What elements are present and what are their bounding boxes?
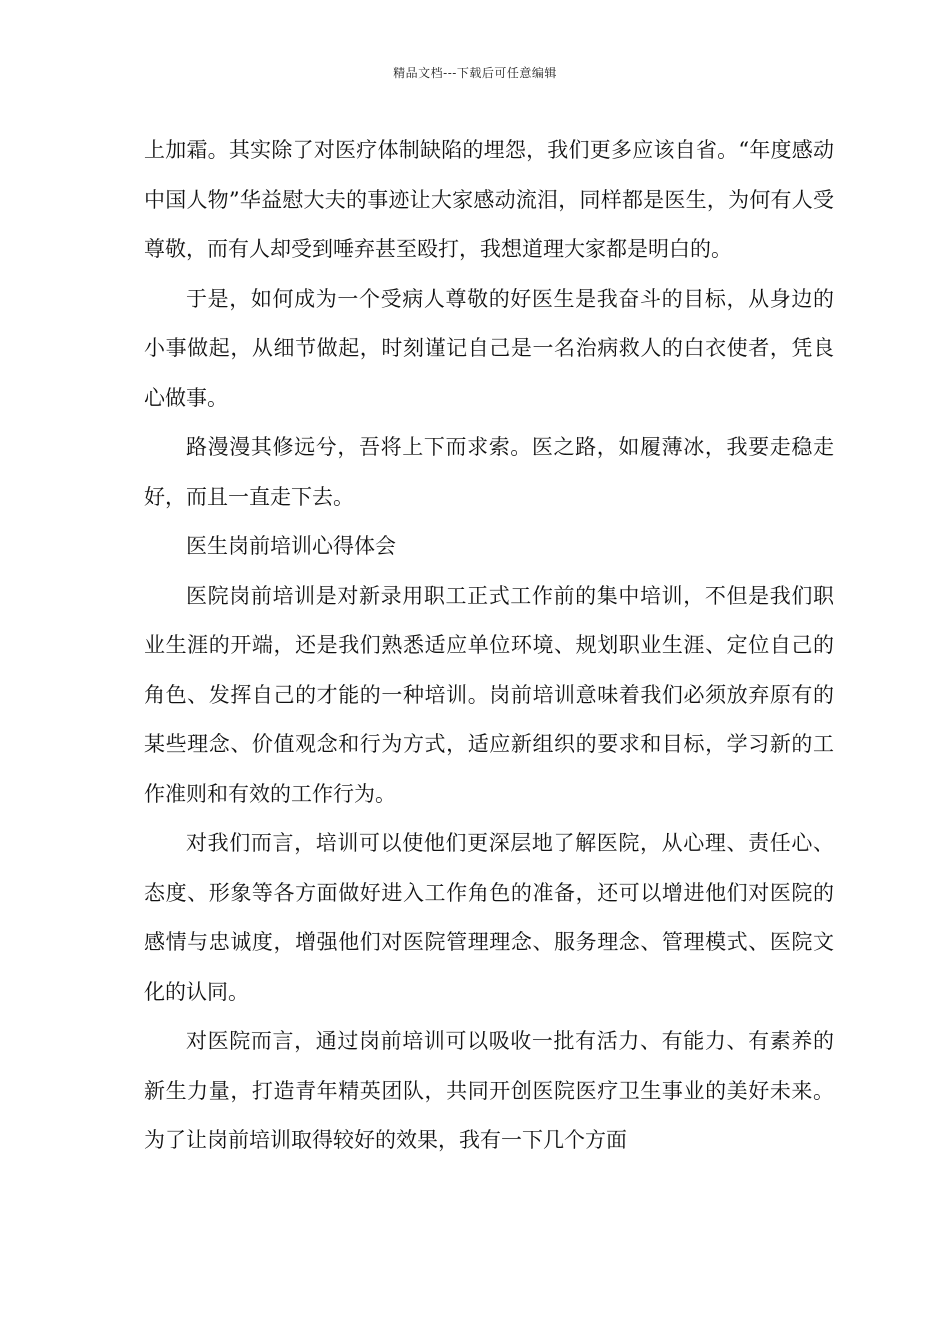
document-body [144, 126, 834, 1166]
paragraph: 医院岗前培训是对新录用职工正式工作前的集中培训，不但是我们职业生涯的开端，还是我们熟悉适应单位环境、规划职业生涯、定位自己的角色、发挥自己的才能的一种培训。岗前培训意味着我们必须放弃原有的某些理念、价值观念和行为方式，适应新组织的要求和目标，学习新的工作准则和有效的工作行为。 [144, 583, 834, 806]
page-header: 精品文档---下载后可任意编辑 [393, 66, 557, 80]
paragraph-continuation: 上加霜。其实除了对医疗体制缺陷的埋怨，我们更多应该自省。“年度感动中国人物”华益慰大夫的事迹让大家感动流泪，同样都是医生，为何有人受尊敬，而有人却受到唾弃甚至殴打，我想道理大家都是明白的。 [144, 138, 834, 261]
section-title: 医生岗前培训心得体会 [186, 534, 396, 558]
paragraph: 对医院而言，通过岗前培训可以吸收一批有活力、有能力、有素养的新生力量，打造青年精英团队，共同开创医院医疗卫生事业的美好未来。为了让岗前培训取得较好的效果，我有一下几个方面 [144, 1029, 834, 1152]
paragraph: 于是，如何成为一个受病人尊敬的好医生是我奋斗的目标，从身边的小事做起，从细节做起，时刻谨记自己是一名治病救人的白衣使者，凭良心做事。 [144, 286, 834, 410]
paragraph: 对我们而言，培训可以使他们更深层地了解医院，从心理、责任心、态度、形象等各方面做好进入工作角色的准备，还可以增进他们对医院的感情与忠诚度，增强他们对医院管理理念、服务理念、管理模式、医院文化的认同。 [144, 831, 834, 1004]
paragraph: 路漫漫其修远兮，吾将上下而求索。医之路，如履薄冰，我要走稳走好，而且一直走下去。 [144, 435, 834, 509]
